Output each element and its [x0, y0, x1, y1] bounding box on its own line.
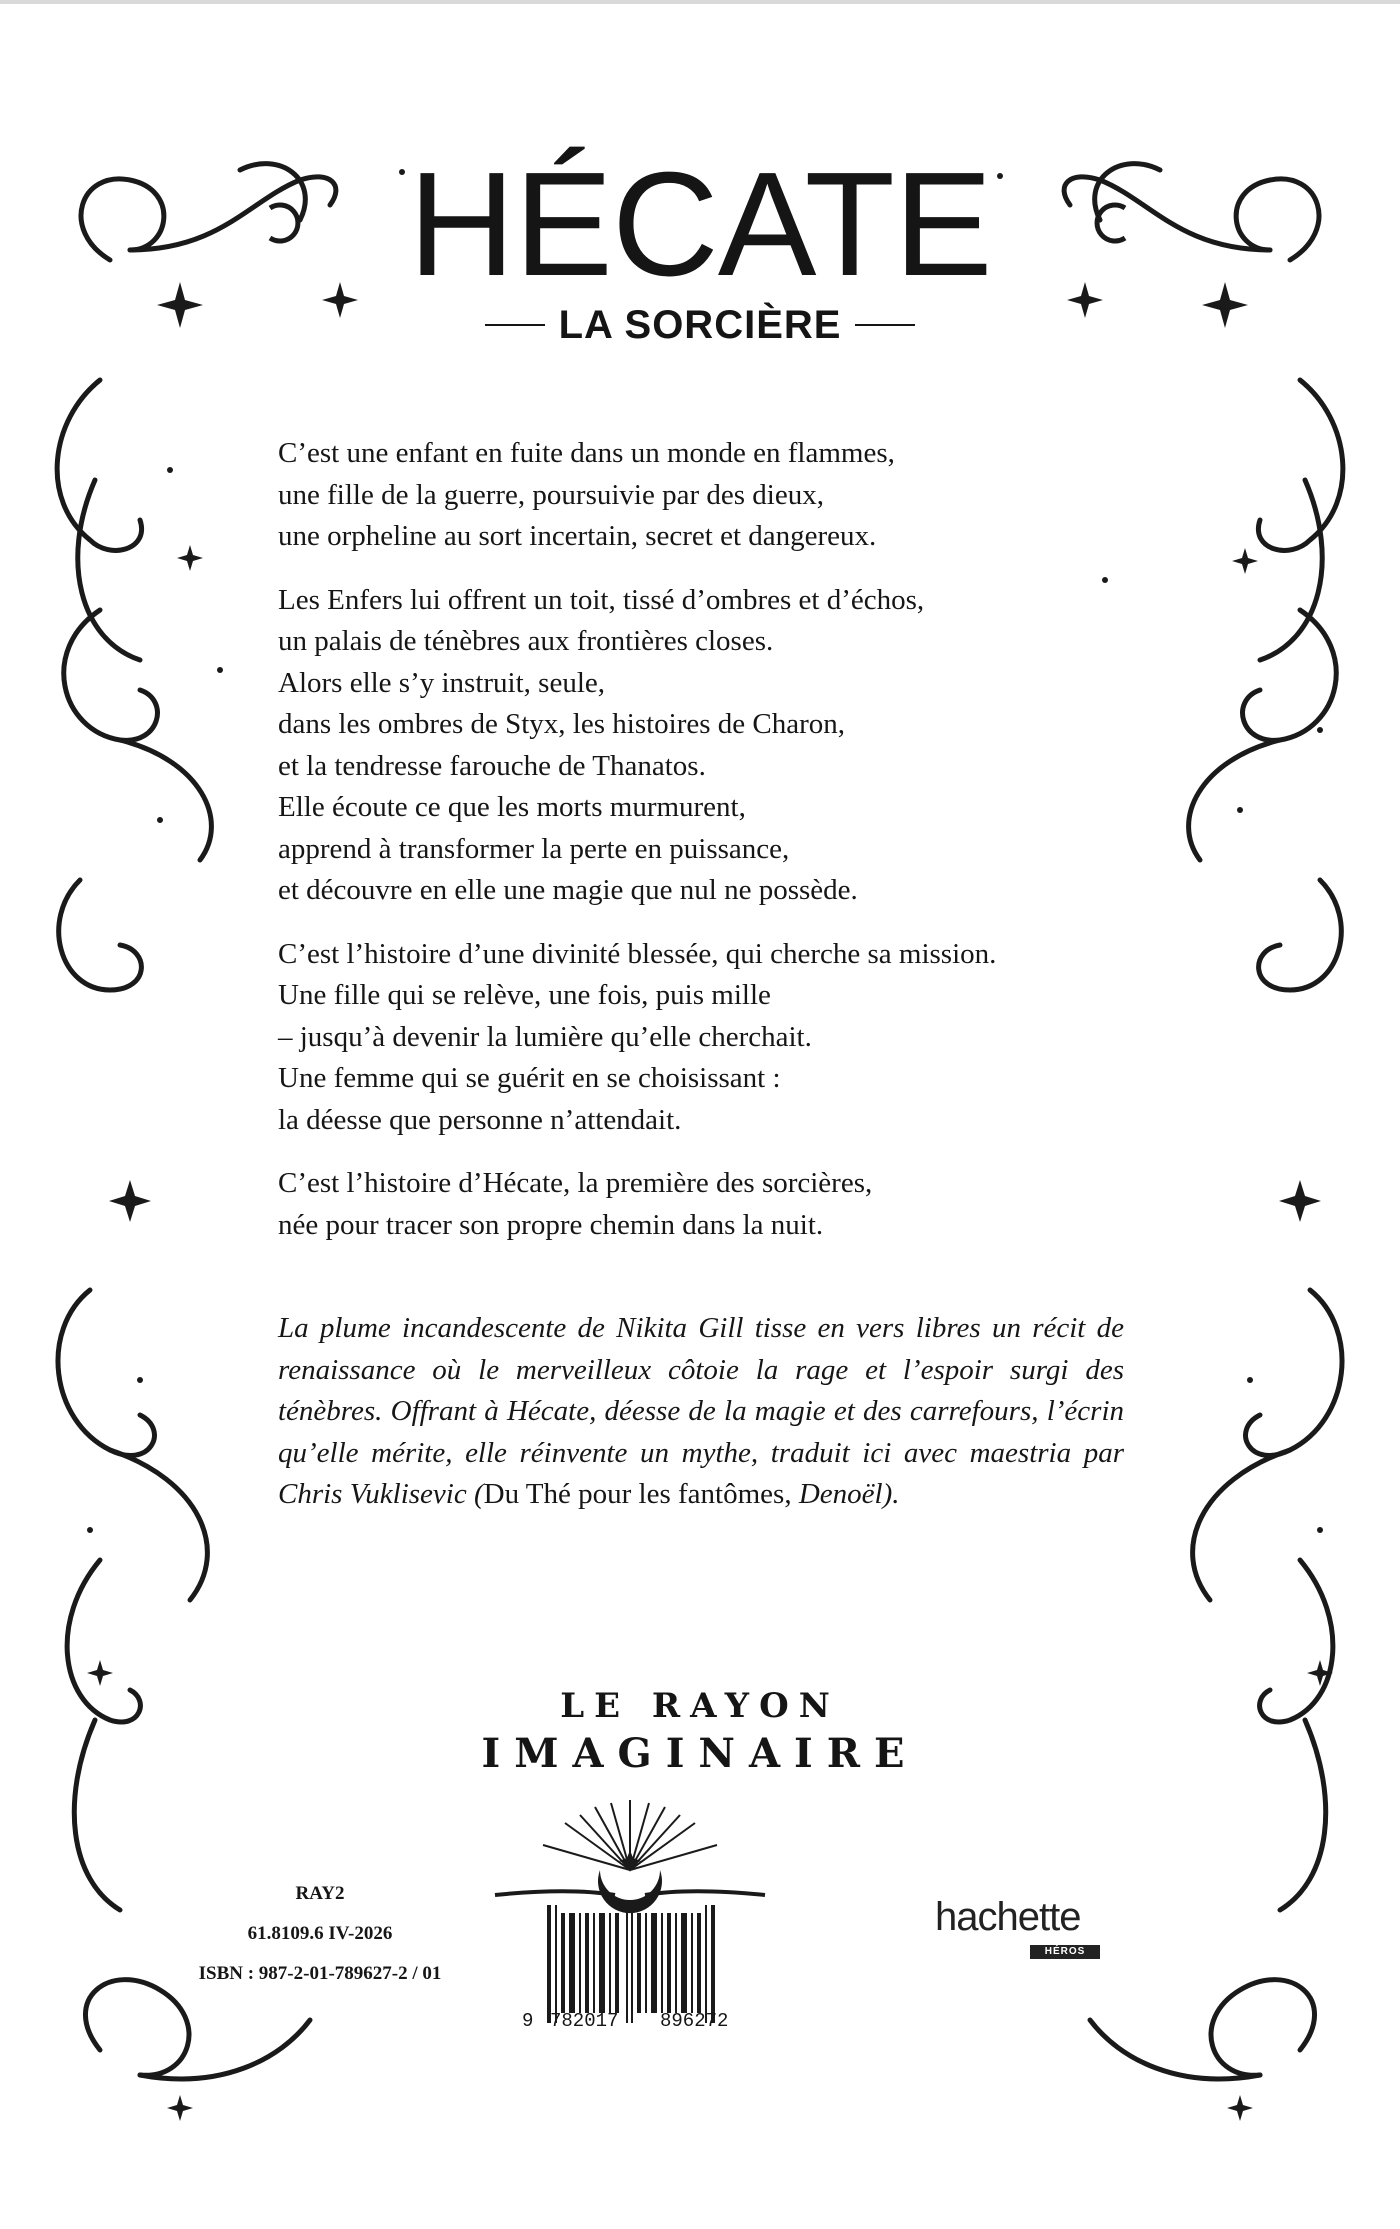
top-border-line — [0, 0, 1400, 4]
isbn-code: ISBN : 987-2-01-789627-2 / 01 — [198, 1963, 442, 1984]
poem-line: – jusqu’à devenir la lumière qu’elle cherchait. — [278, 1020, 812, 1053]
collection-logo-line2: IMAGINAIRE — [481, 1730, 919, 1777]
subtitle-rule-right — [855, 324, 915, 326]
poem-line: Elle écoute ce que les morts murmurent, — [278, 791, 746, 823]
poem-line: et la tendresse farouche de Thanatos. — [278, 749, 706, 782]
barcode-group-1: 782017 — [550, 2010, 619, 2032]
blurb-separator: , — [784, 1478, 799, 1510]
poem-line: Les Enfers lui offrent un toit, tissé d’ombres et d’échos, — [278, 583, 925, 616]
book-codes — [140, 1874, 500, 1994]
barcode-digits — [510, 2010, 770, 2038]
poem-line: la déesse que personne n’attendait. — [278, 1103, 682, 1136]
barcode-group-2: 896272 — [660, 2010, 729, 2032]
subtitle-row — [0, 300, 1400, 350]
blurb-text: La plume incandescente de Nikita Gill tisse en vers libres un récit de renaissance où le merveilleux côtoie la rage et l’espoir surgi des ténèbres. Offrant à Hécate, déesse de la magie et des carrefours, l’écrin qu’elle mérite, elle réinvente un mythe, traduit ici avec maestria par Chris Vuklisevic ( — [278, 1312, 1124, 1510]
stanza — [278, 934, 1128, 1142]
collection-logo — [420, 1685, 980, 1781]
poem-line: C’est une enfant en fuite dans un monde en flammes, — [278, 437, 895, 469]
poem-line: née pour tracer son propre chemin dans la nuit. — [278, 1208, 824, 1241]
poem-line: un palais de ténèbres aux frontières closes. — [278, 625, 774, 657]
stanza — [278, 433, 1128, 558]
poem-text — [278, 433, 1128, 1268]
poem-line: une orpheline au sort incertain, secret et dangereux. — [278, 520, 877, 552]
stanza — [278, 580, 1128, 912]
poem-line: apprend à transformer la perte en puissance, — [278, 832, 790, 865]
reference-code: 61.8109.6 IV-2026 — [247, 1923, 393, 1944]
poem-line: Une fille qui se relève, une fois, puis mille — [278, 979, 771, 1011]
poem-line: C’est l’histoire d’Hécate, la première des sorcières, — [278, 1167, 873, 1199]
blurb-work-title: Du Thé pour les fantômes — [483, 1478, 785, 1510]
stanza — [278, 1163, 1128, 1246]
subtitle-rule-left — [485, 324, 545, 326]
poem-line: une fille de la guerre, poursuivie par des dieux, — [278, 478, 824, 511]
poem-line: et découvre en elle une magie que nul ne possède. — [278, 874, 858, 906]
book-title: HÉCATE — [408, 142, 992, 307]
barcode-sun-emblem — [485, 1795, 775, 2035]
poem-line: Alors elle s’y instruit, seule, — [278, 666, 606, 699]
poem-line: C’est l’histoire d’une divinité blessée, qui cherche sa mission. — [278, 937, 997, 970]
collection-logo-line1: LE RAYON — [560, 1686, 840, 1726]
publisher-logo-sub: HÉROS — [1030, 1945, 1100, 1959]
barcode-digit-first: 9 — [522, 2010, 534, 2032]
poem-line: dans les ombres de Styx, les histoires de Charon, — [278, 708, 846, 740]
book-subtitle: LA SORCIÈRE — [558, 302, 842, 347]
blurb-publisher: Denoël — [798, 1478, 883, 1510]
blurb-closing: ). — [882, 1478, 900, 1510]
publisher-logo-hachette: hachette — [935, 1895, 1081, 1939]
poem-line: Une femme qui se guérit en se choisissant : — [278, 1062, 781, 1094]
blurb-paragraph — [278, 1308, 1124, 1516]
series-code: RAY2 — [295, 1883, 345, 1904]
